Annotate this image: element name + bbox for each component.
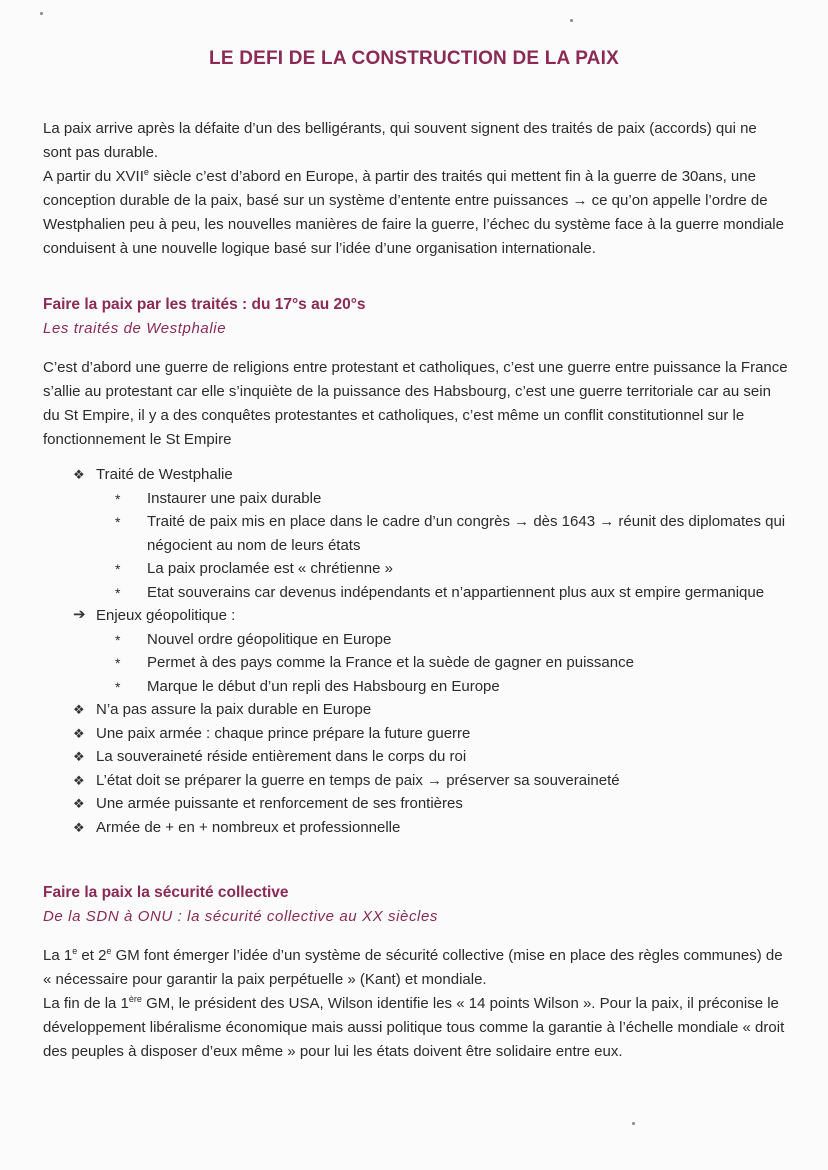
section1-bullet-list	[43, 463, 788, 839]
diamond-bullet-icon: ❖	[73, 702, 85, 717]
star-bullet-icon: *	[115, 678, 121, 695]
diamond-bullet-icon: ❖	[73, 749, 85, 764]
intro-text	[43, 117, 788, 261]
star-bullet-icon: *	[115, 514, 121, 530]
section1-subheading: Les traités de Westphalie	[43, 320, 227, 337]
list-item: ❖ Une armée puissante et renforcement de ses frontières	[43, 792, 788, 816]
diamond-bullet-icon: ❖	[73, 772, 85, 788]
star-bullet-icon: *	[115, 655, 121, 671]
intro-paragraph-1: La paix arrive après la défaite d’un des belligérants, qui souvent signent des traités de paix (accords) qui ne sont pas durable.	[43, 120, 757, 161]
star-bullet-icon: *	[115, 561, 121, 577]
section2-paragraph-1: La 1e et 2e GM font émerger l’idée d’un système de sécurité collective (mise en place des règles communes) de « nécessaire pour garantir la paix perpétuelle » (Kant) et mondiale.	[43, 946, 783, 988]
star-bullet-icon: *	[115, 631, 121, 648]
list-item: * Instaurer une paix durable	[43, 487, 788, 511]
list-item: ❖ Armée de + en + nombreux et professionnelle	[43, 816, 788, 840]
list-item: ❖ Traité de Westphalie	[43, 463, 788, 487]
list-item: * Permet à des pays comme la France et la suède de gagner en puissance	[43, 651, 788, 675]
list-item: ❖ Une paix armée : chaque prince prépare la future guerre	[43, 722, 788, 746]
scan-speck	[632, 1122, 635, 1125]
diamond-bullet-icon: ❖	[73, 467, 85, 482]
diamond-bullet-icon: ❖	[73, 819, 85, 835]
star-bullet-icon: *	[115, 584, 121, 601]
section2-paragraph-2: La fin de la 1ère GM, le président des USA, Wilson identifie les « 14 points Wilson ». Pour la paix, il préconise le développement libéralisme économique mais aussi politique tous comme la garantie à l’échelle mondiale « droit des peuples à disposer d’eux même » pour lui les états doivent être solidaire entre eux.	[43, 994, 785, 1060]
arrow-bullet-icon: ➔	[73, 606, 86, 623]
scan-speck	[40, 12, 43, 15]
intro-paragraph-2: A partir du XVIIe siècle c’est d’abord en Europe, à partir des traités qui mettent fin à la guerre de 30ans, une conception durable de la paix, basé sur un système d’entente entre puissances → ce qu’on appelle l’ordre de Westphalien peu à peu, les nouvelles manières de faire la guerre, l’échec du système face à la guerre mondiale conduisent à une nouvelle logique basé sur l’idée d’une organisation internationale.	[43, 167, 784, 257]
list-item: * La paix proclamée est « chrétienne »	[43, 557, 788, 581]
diamond-bullet-icon: ❖	[73, 725, 85, 741]
section1-paragraph: C’est d’abord une guerre de religions entre protestant et catholiques, c’est une guerre entre puissance la France s’allie au protestant car elle s’inquiète de la puissance des Habsbourg, c’est une guerre territoriale car au sein du St Empire, il y a des conquêtes protestantes et catholiques, c’est même un conflit constitutionnel sur le fonctionnement le St Empire	[43, 359, 788, 448]
list-item: ❖ N’a pas assure la paix durable en Europe	[43, 698, 788, 722]
list-item: ❖ La souveraineté réside entièrement dans le corps du roi	[43, 745, 788, 769]
page-title: LE DEFI DE LA CONSTRUCTION DE LA PAIX	[209, 48, 619, 69]
star-bullet-icon: *	[115, 490, 121, 507]
list-item: * Etat souverains car devenus indépendants et n’appartiennent plus aux st empire germanique	[43, 581, 788, 605]
scan-speck	[570, 19, 573, 22]
section2-subheading: De la SDN à ONU : la sécurité collective au XX siècles	[43, 908, 439, 925]
section1-heading: Faire la paix par les traités : du 17°s au 20°s	[43, 296, 366, 313]
list-item: * Nouvel ordre géopolitique en Europe	[43, 628, 788, 652]
section2-text	[43, 944, 788, 1064]
list-item: * Marque le début d’un repli des Habsbourg en Europe	[43, 675, 788, 699]
diamond-bullet-icon: ❖	[73, 796, 85, 811]
list-item: ➔ Enjeux géopolitique :	[43, 604, 788, 628]
list-item: ❖ L’état doit se préparer la guerre en temps de paix → préserver sa souveraineté	[43, 769, 788, 793]
section2-heading: Faire la paix la sécurité collective	[43, 884, 289, 901]
list-item: * Traité de paix mis en place dans le cadre d’un congrès → dès 1643 → réunit des diplomates qui négocient au nom de leurs états	[115, 513, 786, 554]
